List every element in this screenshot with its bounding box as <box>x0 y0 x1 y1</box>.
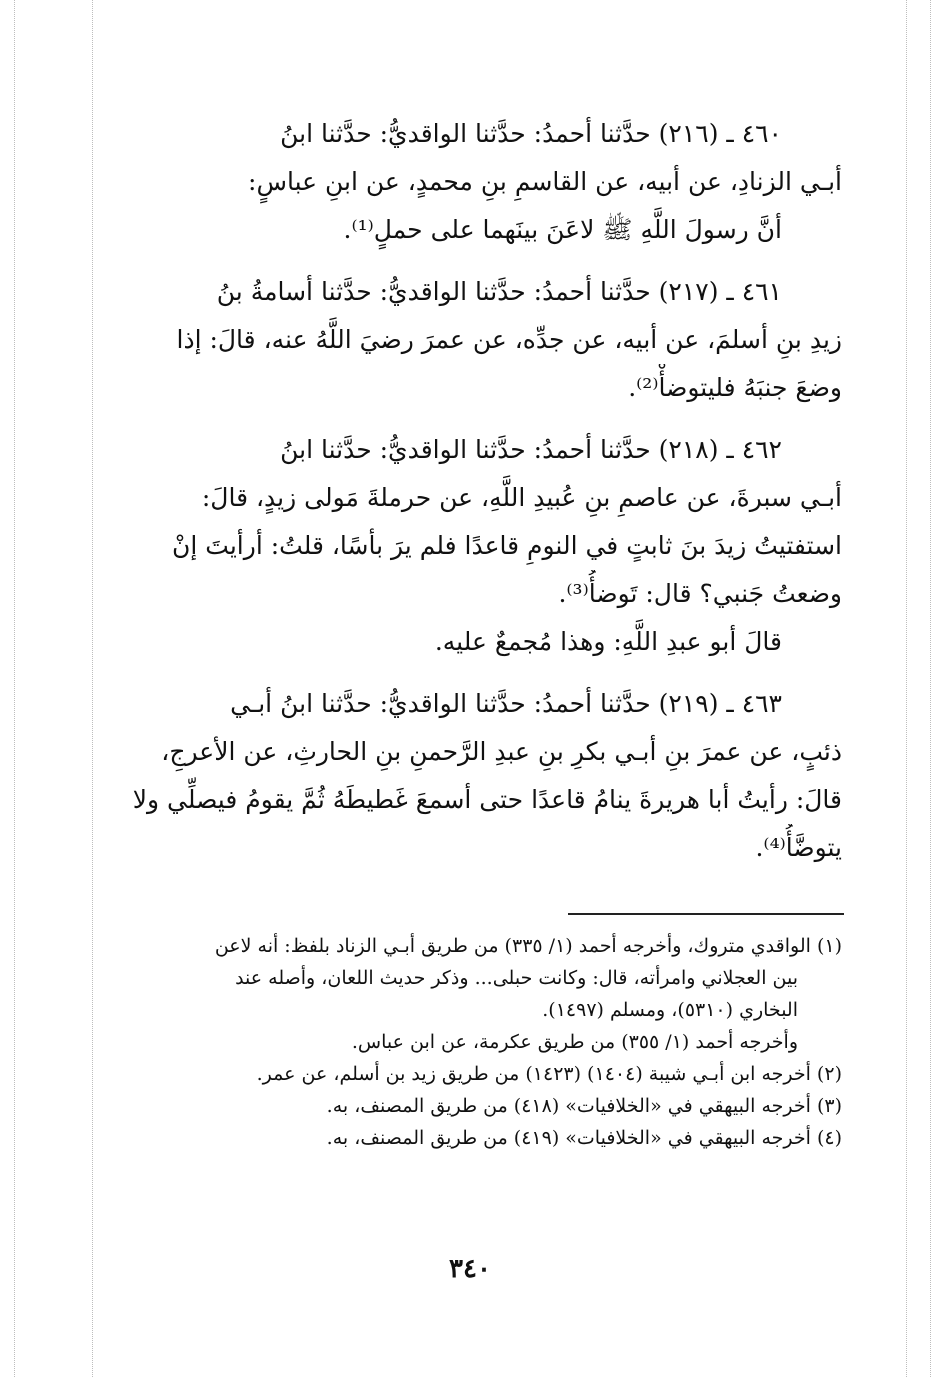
text-line: ٤٦٠ ـ (٢١٦) حدَّثنا أحمدُ: حدَّثنا الواقديُّ: حدَّثنا ابنُ <box>280 119 782 148</box>
text-line: أبـي الزنادِ، عن أبيه، عن القاسمِ بنِ محمدٍ، عن ابنِ عباسٍ: <box>248 167 842 196</box>
hadith-460 <box>98 110 842 254</box>
hadith-463 <box>98 680 842 872</box>
footnote-3: (٣) أخرجه البيهقي في «الخلافيات» (٤١٨) من طريق المصنف، به. <box>326 1095 842 1117</box>
footnote-1-line: البخاري (٥٣١٠)، ومسلم (١٤٩٧). <box>542 999 798 1021</box>
footnote-divider <box>568 913 844 915</box>
text-line: ٤٦٣ ـ (٢١٩) حدَّثنا أحمدُ: حدَّثنا الواقديُّ: حدَّثنا ابنُ أبـي <box>230 689 782 718</box>
footnotes <box>120 930 842 1154</box>
footnote-4: (٤) أخرجه البيهقي في «الخلافيات» (٤١٩) من طريق المصنف، به. <box>326 1127 842 1149</box>
text-line: أبـي سبرةَ، عن عاصمِ بنِ عُبيدِ اللَّهِ، عن حرملةَ مَولى زيدٍ، قالَ: <box>201 483 842 512</box>
text-line: زيدِ بنِ أسلمَ، عن أبيه، عن جدِّه، عن عمرَ رضيَ اللَّهُ عنه، قالَ: إذا <box>176 325 842 354</box>
main-text <box>98 110 842 886</box>
text-line: أنَّ رسولَ اللَّهِ ﷺ لاعَنَ بينَهما على حملٍ⁽¹⁾. <box>343 215 782 244</box>
scan-edge-right <box>930 0 931 1377</box>
text-line: وضعتُ جَنبي؟ قال: تَوضأُ⁽³⁾. <box>558 579 842 608</box>
page-number: ٣٤٠ <box>449 1254 491 1284</box>
scan-edge-left <box>14 0 15 1377</box>
hadith-461 <box>98 268 842 412</box>
footnote-1: (١) الواقدي متروك، وأخرجه أحمد (١/ ٣٣٥) من طريق أبـي الزناد بلفظ: أنه لاعن <box>214 935 842 957</box>
scan-edge-right-inner <box>906 0 907 1377</box>
hadith-462 <box>98 426 842 666</box>
footnote-2: (٢) أخرجه ابن أبـي شيبة (١٤٠٤) (١٤٢٣) من طريق زيد بن أسلم، عن عمر. <box>256 1063 842 1085</box>
text-line: يتوضَّأُ⁽⁴⁾. <box>755 833 842 862</box>
text-line: ذئبٍ، عن عمرَ بنِ أبـي بكرِ بنِ عبدِ الرَّحمنِ بنِ الحارثِ، عن الأعرجِ، <box>161 737 842 766</box>
text-line: استفتيتُ زيدَ بنَ ثابتٍ في النومِ قاعدًا فلم يرَ بأسًا، قلتُ: أرأيتَ إنْ <box>172 531 842 560</box>
footnote-1-line: بين العجلاني وامرأته، قال: وكانت حبلى... وذكر حديث اللعان، وأصله عند <box>235 967 798 989</box>
text-line: قالَ: رأيتُ أبا هريرةَ ينامُ قاعدًا حتى أسمعَ غَطيطَهُ ثُمَّ يقومُ فيصلِّي ولا <box>132 785 842 814</box>
footnote-1-line: وأخرجه أحمد (١/ ٣٥٥) من طريق عكرمة، عن ابن عباس. <box>351 1031 798 1053</box>
text-line: ٤٦١ ـ (٢١٧) حدَّثنا أحمدُ: حدَّثنا الواقديُّ: حدَّثنا أسامةُ بنُ <box>216 277 782 306</box>
text-line: وضعَ جنبَهُ فليتوضأْ⁽²⁾. <box>628 373 842 402</box>
scan-edge-left-inner <box>92 0 93 1377</box>
text-line: قالَ أبو عبدِ اللَّهِ: وهذا مُجمعٌ عليه. <box>434 627 782 656</box>
text-line: ٤٦٢ ـ (٢١٨) حدَّثنا أحمدُ: حدَّثنا الواقديُّ: حدَّثنا ابنُ <box>280 435 782 464</box>
